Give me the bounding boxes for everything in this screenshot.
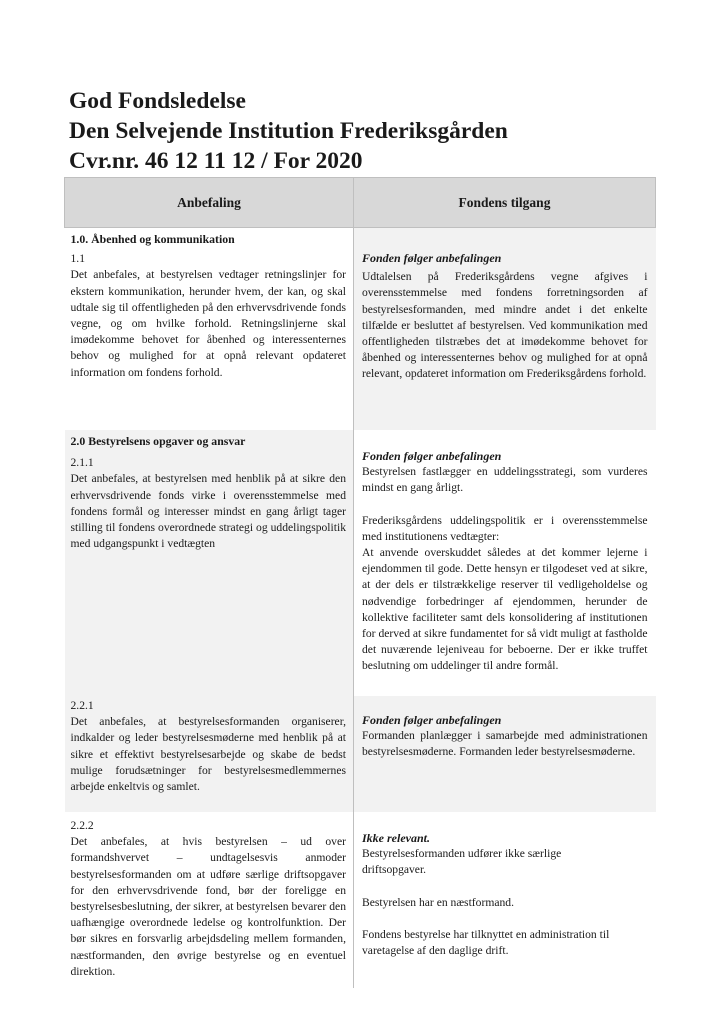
recommendation-cell (65, 228, 354, 431)
recommendation-number: 1.1 (70, 252, 85, 266)
response-cell (354, 430, 656, 696)
response-cell (354, 812, 656, 988)
table-row (65, 228, 656, 431)
recommendation-text: Det anbefales, at bestyrelsen med henblik på at sikre den erhvervsdrivende fonds virke i overensstemmelse med fondens formål og interesser mindst en gang årligt tager stilling til fondens overordnede strategi og uddelingspolitik med udgangspunkt i vedtægten (70, 472, 346, 551)
document-title-block (69, 86, 508, 176)
recommendation-cell (65, 812, 354, 988)
response-text: Formanden planlægger i samarbejde med administrationen bestyrelsesmøderne. Formanden leder bestyrelsesmøderne. (362, 729, 648, 759)
recommendation-number: 2.2.2 (70, 819, 94, 832)
compliance-status: Fonden følger anbefalingen (362, 449, 502, 463)
header-recommendation: Anbefaling (65, 178, 354, 228)
response-text: Bestyrelsen fastlægger en uddelingsstrategi, som vurderes mindst en gang årligt. (362, 465, 648, 495)
recommendation-text: Det anbefales, at bestyrelsesformanden organiserer, indkalder og leder bestyrelsesmøderne med henblik på at sikre et effektivt bestyrelsesarbejde og skabe de bedst mulige forudsætninger for bestyrelsesmedlemmernes arbejde enkeltvis og samlet. (70, 715, 346, 794)
compliance-status: Ikke relevant. (362, 831, 430, 845)
response-text: Udtalelsen på Frederiksgårdens vegne afgives i overensstemmelse med fondens forretningsorden af bestyrelsesformanden, med mindre andet i det enkelte tilfælde er besluttet af bestyrelsen. Ved kommunikation med offentligheden tilstræbes det at imødekomme behovet for åbenhed og interessenternes behov og mulighed for at opnå relevant, opdateret information om Frederiksgårdens forhold. (362, 270, 648, 381)
response-text: Frederiksgårdens uddelingspolitik er i overensstemmelse med institutionens vedtægter: (362, 513, 648, 543)
recommendation-cell (65, 430, 354, 696)
recommendation-number: 2.2.1 (70, 699, 94, 712)
compliance-status: Fonden følger anbefalingen (362, 251, 502, 265)
governance-table (64, 177, 656, 988)
title-line-2: Den Selvejende Institution Frederiksgården (69, 118, 508, 144)
table-row (65, 812, 656, 988)
table-row (65, 430, 656, 696)
section-heading: 2.0 Bestyrelsens opgaver og ansvar (70, 434, 246, 448)
response-text: Fondens bestyrelse har tilknyttet en administration til varetagelse af den daglige drift. (362, 927, 610, 958)
table-header-row (65, 178, 656, 228)
recommendation-cell (65, 696, 354, 812)
recommendation-number: 2.1.1 (70, 456, 94, 470)
recommendation-text: Det anbefales, at hvis bestyrelsen – ud over formandshvervet – undtagelsesvis anmoder bestyrelsesformanden om at udføre særlige driftsopgaver for den erhvervsdrivende fond, bør der foreligge en bestyrelsesbeslutning, der sikrer, at bestyrelsen bevarer den uafhængige overordnede ledelse og kontrolfunktion. Der bør sikres en forsvarlig arbejdsdeling mellem formanden, næstformanden, den øvrige bestyrelse og en eventuel direktion. (70, 835, 346, 978)
compliance-status: Fonden følger anbefalingen (362, 713, 502, 727)
title-line-3: Cvr.nr. 46 12 11 12 / For 2020 (69, 148, 363, 174)
title-line-1: God Fondsledelse (69, 88, 246, 114)
response-text: Bestyrelsesformanden udfører ikke særlige driftsopgaver. (362, 847, 562, 877)
response-text: Bestyrelsen har en næstformand. (362, 895, 514, 909)
response-cell (354, 228, 656, 431)
response-cell (354, 696, 656, 812)
table-row (65, 696, 656, 812)
header-foundation-approach: Fondens tilgang (354, 178, 656, 228)
recommendation-text: Det anbefales, at bestyrelsen vedtager retningslinjer for ekstern kommunikation, herunder hvem, der kan, og skal udtale sig til offentligheden på den erhvervsdrivende fonds vegne, og om hvilke forhold. Retningslinjerne skal imødekomme behovet for åbenhed og interessenternes behov og mulighed for at opnå relevant opdateret information om fondens forhold. (70, 268, 346, 379)
response-text: At anvende overskuddet således at det kommer lejerne i ejendommen til gode. Dette hensyn er tilgodeset ved at sikre, at der dels er tilstrækkelige reserver til vedligeholdelse og nødvendige forbedringer af ejendommen, herunder de kollektive faciliteter samt dels konsolidering af institutionen for derved at sikre fundamentet for så vidt muligt at fastholde det nuværende lejeniveau for beboerne. Der er ikke truffet beslutning om uddelinger til andre formål. (362, 546, 648, 673)
section-heading: 1.0. Åbenhed og kommunikation (70, 232, 235, 246)
